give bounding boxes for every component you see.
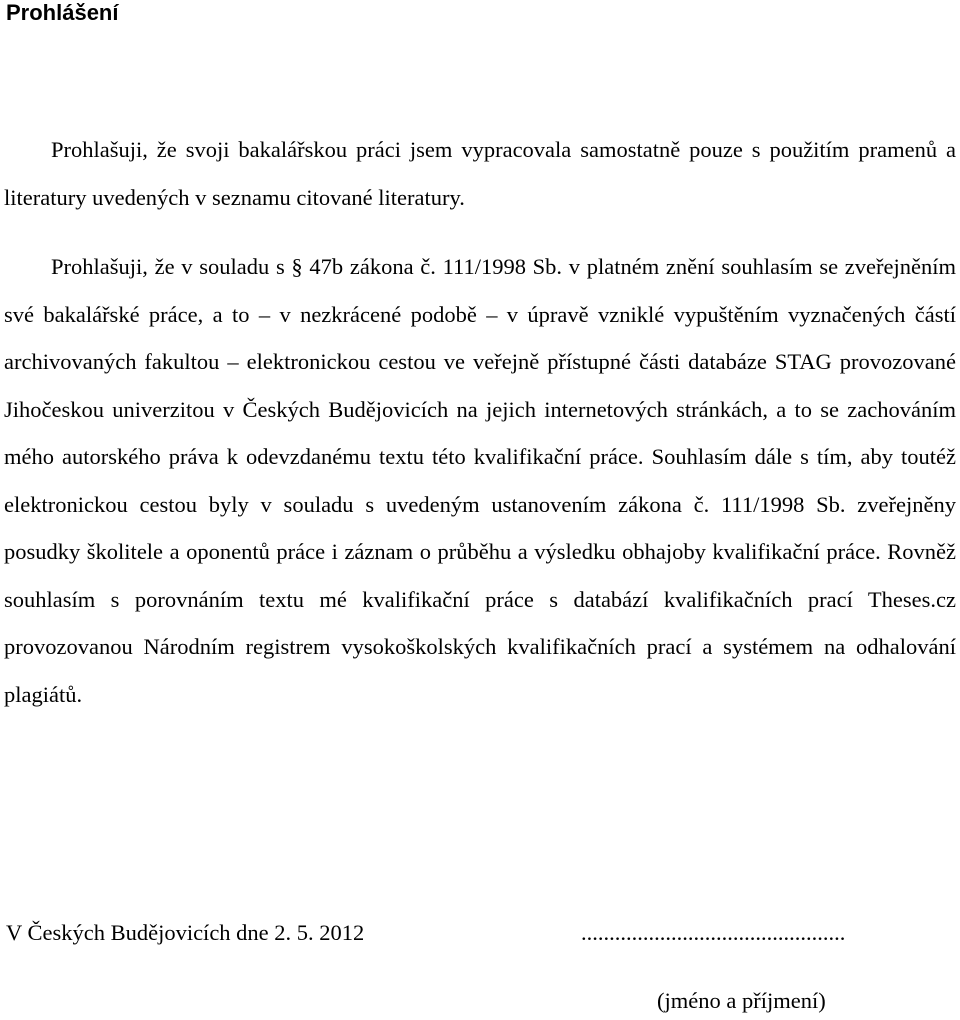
declaration-paragraph-1: Prohlašuji, že svoji bakalářskou práci jsem vypracovala samostatně pouze s použitím pramenů a literatury uvedených v seznamu citované literatury. xyxy=(4,137,956,210)
declaration-paragraph-2: Prohlašuji, že v souladu s § 47b zákona č. 111/1998 Sb. v platném znění souhlasím se zveřejněním své bakalářské práce, a to – v nezkrácené podobě – v úpravě vzniklé vypuštěním vyznačených částí archivovaných fakultou – elektronickou cestou ve veřejně přístupné části databáze STAG provozované Jihočeskou univerzitou v Českých Budějovicích na jejich internetových stránkách, a to se zachováním mého autorského práva k odevzdanému textu této kvalifikační práce. Souhlasím dále s tím, aby toutéž elektronickou cestou byly v souladu s uvedeným ustanovením zákona č. 111/1998 Sb. zveřejněny posudky školitele a oponentů práce i záznam o průběhu a výsledku obhajoby kvalifikační práce. Rovněž souhlasím s porovnáním textu mé kvalifikační práce s databází kvalifikačních prací Theses.cz provozovanou Národním registrem vysokoškolských kvalifikačních prací a systémem na odhalování plagiátů. xyxy=(4,254,956,707)
page-title: Prohlášení xyxy=(6,0,119,25)
place-and-date: V Českých Budějovicích dne 2. 5. 2012 xyxy=(6,920,365,945)
signature-line: ............................................... xyxy=(581,920,846,945)
signature-label: (jméno a příjmení) xyxy=(657,988,826,1013)
